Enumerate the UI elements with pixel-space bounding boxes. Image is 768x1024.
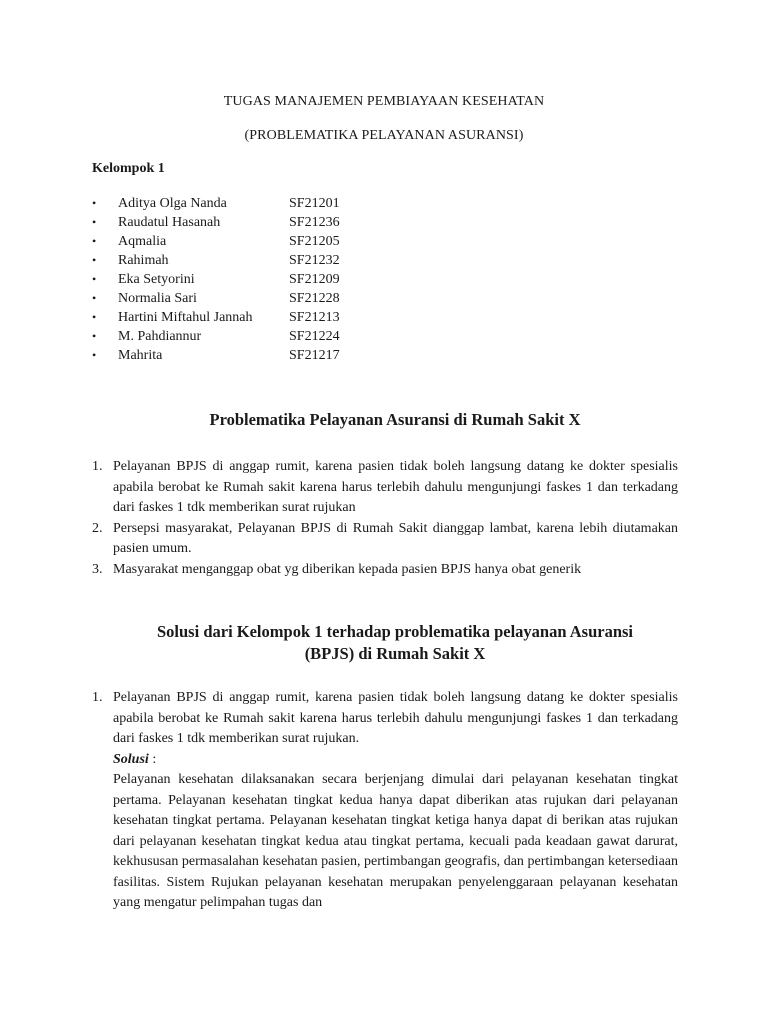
item-number: 1. [92, 459, 103, 474]
solution-label: Solusi [113, 751, 149, 767]
problem-text: Masyarakat menganggap obat yg diberikan kepada pasien BPJS hanya obat generik [113, 561, 582, 577]
member-student-id: SF21209 [289, 272, 340, 287]
bullet-icon: • [92, 215, 97, 229]
item-number: 3. [92, 561, 103, 577]
document-title: TUGAS MANAJEMEN PEMBIAYAAN KESEHATAN [223, 94, 545, 109]
solution-label-line [113, 750, 678, 771]
member-student-id: SF21232 [289, 253, 340, 268]
member-name: Raudatul Hasanah [118, 215, 221, 230]
bullet-icon: • [92, 329, 97, 343]
member-item [92, 194, 492, 213]
member-name: Eka Setyorini [118, 272, 195, 287]
member-item [92, 251, 492, 270]
member-student-id: SF21213 [289, 310, 340, 325]
member-student-id: SF21236 [289, 215, 340, 230]
member-student-id: SF21201 [289, 196, 340, 211]
problems-heading: Problematika Pelayanan Asuransi di Rumah Sakit X [209, 410, 581, 429]
member-student-id: SF21217 [289, 348, 340, 363]
solution-text: Pelayanan kesehatan dilaksanakan secara berjenjang dimulai dari pelayanan kesehatan tingkat pertama. Pelayanan kesehatan tingkat kedua hanya dapat diberikan atas rujukan dari pelayanan kesehatan tingkat pertama. Pelayanan kesehatan tingkat ketiga hanya dapat di berikan atas rujukan dari pelayanan kesehatan tingkat kedua atau tingkat pertama, kecuali pada keadaan gawat darurat, kekhususan permasalahan kesehatan pasien, pertimbangan geografis, dan pertimbangan ketersediaan fasilitas. Sistem Rujukan pelayanan kesehatan merupakan penyelenggaraan pelayanan kesehatan yang mengatur pelimpahan tugas dan [113, 772, 678, 910]
member-student-id: SF21228 [289, 291, 340, 306]
bullet-icon: • [92, 310, 97, 324]
member-name: Normalia Sari [118, 291, 197, 306]
member-list [92, 194, 492, 365]
solution-label-colon: : [148, 751, 157, 767]
member-student-id: SF21224 [289, 329, 340, 344]
group-label: Kelompok 1 [92, 161, 165, 176]
problem-text: Persepsi masyarakat, Pelayanan BPJS di Rumah Sakit dianggap lambat, karena lebih diutamakan pasien umum. [113, 520, 678, 556]
bullet-icon: • [92, 348, 97, 362]
member-item [92, 346, 492, 365]
solutions-list [92, 688, 678, 912]
member-name: Aqmalia [118, 234, 167, 249]
problem-text: Pelayanan BPJS di anggap rumit, karena pasien tidak boleh langsung datang ke dokter spesialis apabila berobat ke Rumah sakit karena harus terlebih dahulu mengunjungi faskes 1 dan terkadang dari faskes 1 tdk memberikan surat rujukan [113, 459, 678, 515]
solutions-heading-text: Solusi dari Kelompok 1 terhadap problematika pelayanan Asuransi (BPJS) di Rumah Sakit X [157, 622, 633, 663]
solution-item [92, 688, 678, 912]
member-student-id: SF21205 [289, 234, 340, 249]
bullet-icon: • [92, 291, 97, 305]
member-item [92, 327, 492, 346]
bullet-icon: • [92, 196, 97, 210]
document-subtitle: (PROBLEMATIKA PELAYANAN ASURANSI) [244, 128, 524, 143]
solutions-heading [0, 621, 768, 665]
problem-item [92, 519, 678, 560]
problem-item [92, 560, 678, 581]
problem-item [92, 457, 678, 519]
bullet-icon: • [92, 272, 97, 286]
member-item [92, 289, 492, 308]
member-item [92, 308, 492, 327]
problems-list [92, 457, 678, 580]
member-item [92, 232, 492, 251]
member-item [92, 213, 492, 232]
member-name: Aditya Olga Nanda [118, 196, 227, 211]
member-name: Mahrita [118, 348, 163, 363]
member-name: Hartini Miftahul Jannah [118, 310, 253, 325]
member-item [92, 270, 492, 289]
solution-problem-text: Pelayanan BPJS di anggap rumit, karena pasien tidak boleh langsung datang ke dokter spesialis apabila berobat ke Rumah sakit karena harus terlebih dahulu mengunjungi faskes 1 dan terkadang dari faskes 1 tdk memberikan surat rujukan. [113, 690, 678, 746]
bullet-icon: • [92, 234, 97, 248]
item-number: 1. [92, 690, 103, 705]
item-number: 2. [92, 520, 103, 536]
member-name: Rahimah [118, 253, 169, 268]
member-name: M. Pahdiannur [118, 329, 202, 344]
bullet-icon: • [92, 253, 97, 267]
